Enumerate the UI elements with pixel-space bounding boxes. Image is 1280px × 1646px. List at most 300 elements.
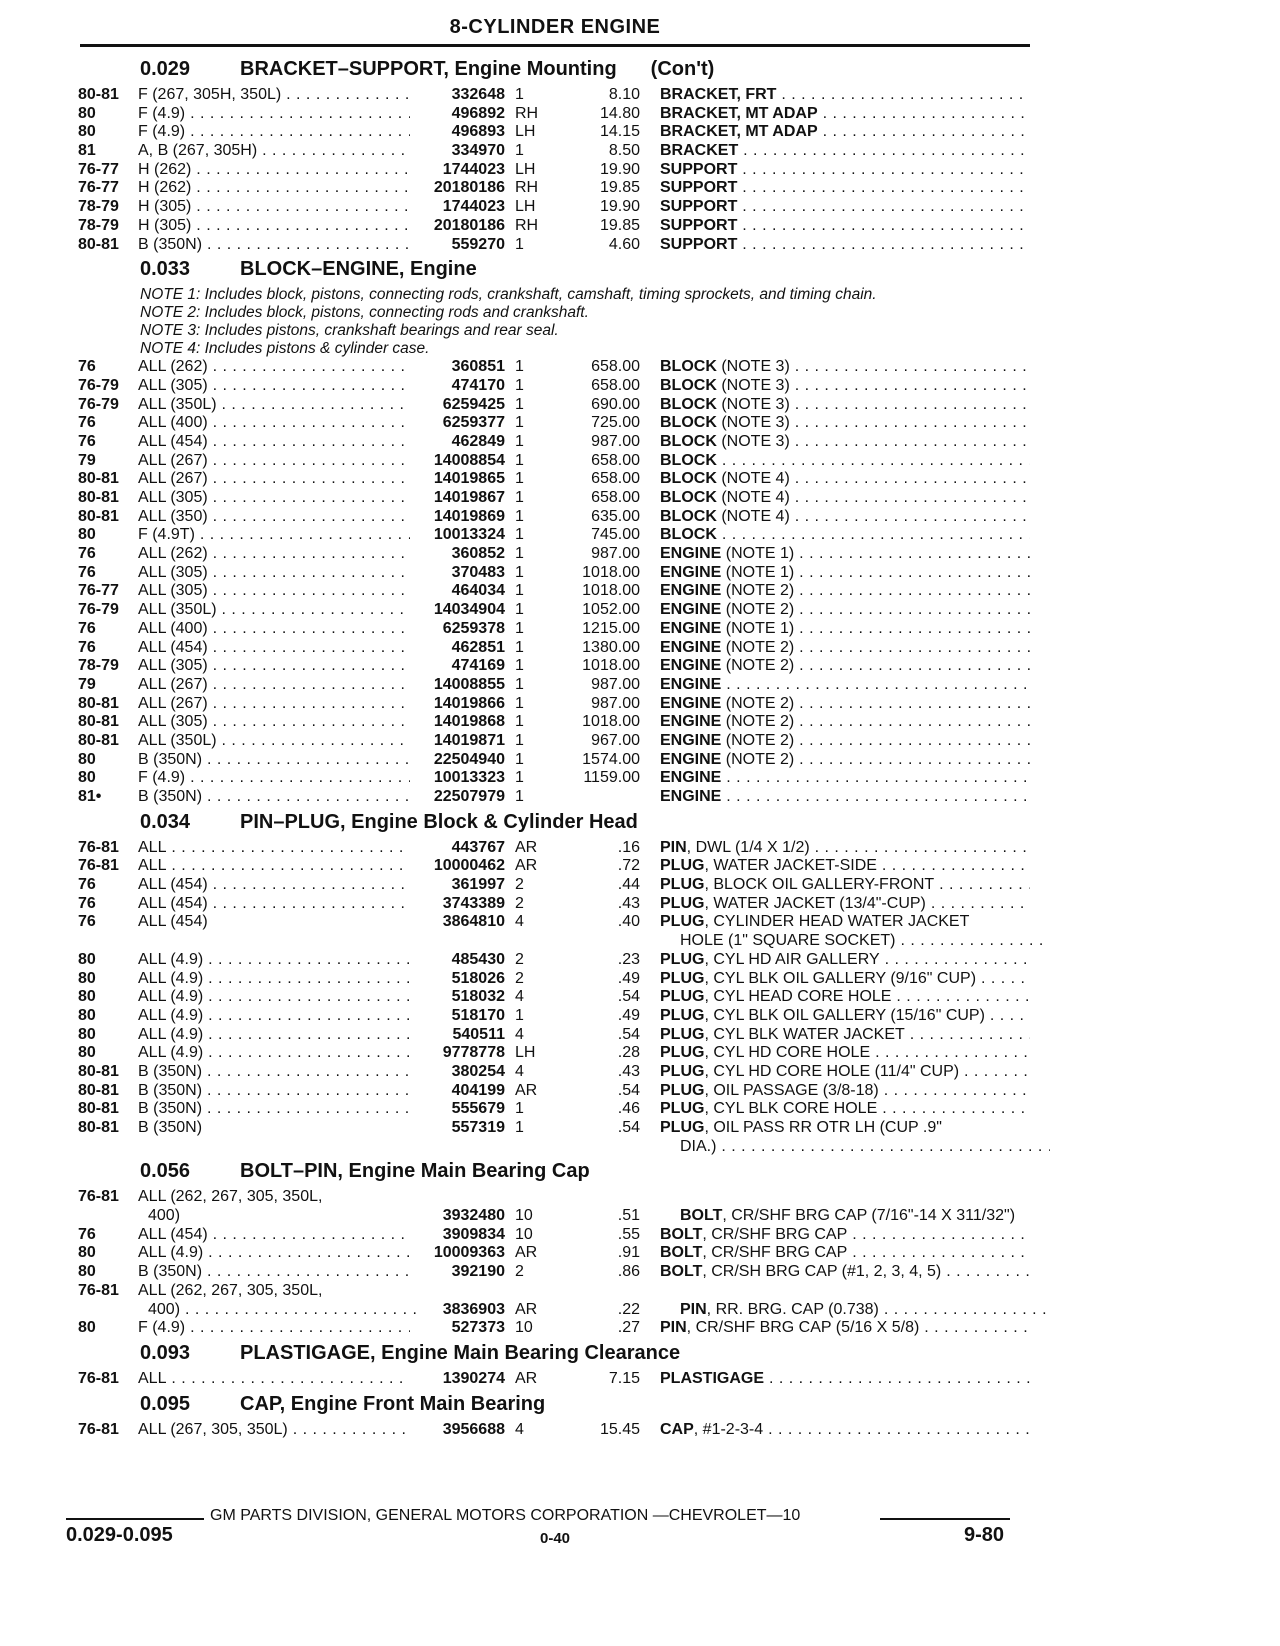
- price: .27: [617, 1319, 640, 1337]
- parts-row: [0, 1044, 1280, 1063]
- description-detail: (NOTE 2): [721, 601, 795, 619]
- quantity: 1: [515, 657, 524, 675]
- description: [660, 217, 1030, 235]
- part-number: 20180186: [433, 216, 505, 234]
- parts-row: [0, 1319, 1280, 1338]
- parts-row: [0, 179, 1280, 198]
- description: [660, 161, 1030, 179]
- section-number: 0.033: [140, 258, 191, 281]
- price: .54: [617, 1119, 640, 1136]
- note-line: NOTE 3: Includes pistons, crankshaft bearings and rear seal.: [140, 322, 559, 340]
- quantity: 4: [515, 913, 524, 931]
- model-years: 80-81: [78, 489, 119, 506]
- part-number: 22504940: [433, 750, 505, 768]
- model-years: 76: [78, 414, 96, 432]
- parts-row: [0, 86, 1280, 105]
- section-title: BRACKET–SUPPORT, Engine Mounting: [240, 58, 617, 80]
- description: [660, 123, 1030, 141]
- part-number: 462851: [451, 638, 505, 656]
- model-years: 76-81: [78, 1188, 119, 1206]
- model-years: 78-79: [78, 216, 119, 234]
- description-detail: (NOTE 2): [721, 713, 795, 731]
- application: ALL (4.9) . . .: [138, 1007, 410, 1025]
- price: .46: [617, 1100, 640, 1118]
- part-number: 332648: [451, 86, 505, 103]
- description-detail: , CR/SHF BRG CAP: [702, 1244, 848, 1262]
- application: ALL (267) . . .: [138, 695, 410, 713]
- description: [660, 377, 1030, 395]
- description: [660, 1044, 1030, 1062]
- quantity: 1: [515, 1006, 524, 1024]
- description-name: ENGINE: [660, 750, 722, 768]
- part-number: 22507979: [433, 788, 505, 805]
- model-years: 76: [78, 894, 96, 912]
- description-name: PLUG: [660, 1119, 705, 1136]
- price: 19.90: [599, 160, 640, 178]
- application: ALL (350L) . . .: [138, 601, 410, 619]
- quantity: LH: [515, 198, 536, 216]
- footer-page-number: 0-40: [540, 1530, 571, 1547]
- application: B (350N) . . .: [138, 788, 410, 806]
- price: 987.00: [591, 675, 640, 693]
- description: [660, 639, 1030, 657]
- quantity: 1: [515, 731, 524, 749]
- part-number: 20180186: [433, 179, 505, 197]
- description: [660, 1007, 1030, 1025]
- description: [660, 582, 1030, 600]
- description: [660, 951, 1030, 969]
- application: H (305) . . .: [138, 217, 410, 235]
- parts-row: [0, 508, 1280, 527]
- price: 1215.00: [582, 619, 640, 637]
- parts-row: [0, 713, 1280, 732]
- quantity: 1: [515, 451, 524, 469]
- description-detail: (NOTE 2): [721, 750, 795, 768]
- model-years: 76: [78, 913, 96, 931]
- description-name: ENGINE: [660, 769, 722, 787]
- description-detail: (NOTE 1): [721, 619, 795, 637]
- price: 1574.00: [582, 750, 640, 768]
- description-name: PLUG: [660, 894, 705, 912]
- part-number: 443767: [451, 838, 505, 856]
- description-name: SUPPORT: [660, 179, 738, 197]
- application: ALL (262) . . .: [138, 358, 410, 376]
- model-years: 76-81: [78, 1420, 119, 1438]
- description-name: PLUG: [660, 969, 705, 987]
- quantity: 1: [515, 788, 524, 805]
- description-name: BLOCK: [660, 470, 717, 488]
- application: H (305) . . .: [138, 198, 410, 216]
- description: [660, 470, 1030, 488]
- model-years: 78-79: [78, 198, 119, 216]
- parts-row: [0, 895, 1280, 914]
- description-detail: (NOTE 2): [721, 731, 795, 749]
- description-detail: (NOTE 1): [721, 545, 795, 563]
- quantity: AR: [515, 1244, 538, 1262]
- model-years: 80: [78, 988, 96, 1006]
- description-name: ENGINE: [660, 601, 722, 619]
- quantity: 1: [515, 619, 524, 637]
- price: 658.00: [591, 489, 640, 506]
- model-years: 76: [78, 358, 96, 376]
- price: .44: [617, 876, 640, 894]
- footer-group-range: 0.029-0.095: [66, 1524, 173, 1546]
- parts-row: [0, 1063, 1280, 1082]
- application: ALL (350L) . . .: [138, 732, 410, 750]
- model-years: 81: [78, 142, 96, 160]
- model-years: 76-81: [78, 1369, 119, 1387]
- description-detail: , CR/SHF BRG CAP (7/16"-14 X 311/32"): [722, 1207, 1016, 1225]
- quantity: 1: [515, 395, 524, 413]
- part-number: 464034: [451, 582, 505, 600]
- part-number: 474169: [451, 657, 505, 675]
- quantity: AR: [515, 1369, 538, 1387]
- description-name: SUPPORT: [660, 198, 738, 216]
- parts-row: [0, 1100, 1280, 1119]
- price: 19.90: [599, 198, 640, 216]
- application: ALL (4.9) . . .: [138, 988, 410, 1006]
- price: 967.00: [591, 731, 640, 749]
- model-years: 76-79: [78, 376, 119, 394]
- price: .51: [617, 1207, 640, 1225]
- description-detail: (NOTE 2): [721, 638, 795, 656]
- footer-rule-right: [880, 1518, 1010, 1520]
- parts-row: [0, 358, 1280, 377]
- model-years: 80: [78, 526, 96, 544]
- description-detail: DIA.): [680, 1137, 717, 1155]
- price: 987.00: [591, 545, 640, 563]
- description: [660, 1226, 1030, 1244]
- parts-row: [0, 1188, 1280, 1207]
- model-years: 76-77: [78, 160, 119, 178]
- model-years: 80: [78, 104, 96, 122]
- description-name: BLOCK: [660, 358, 717, 376]
- description: [660, 1026, 1030, 1044]
- description-name: SUPPORT: [660, 160, 738, 178]
- parts-row: [0, 1026, 1280, 1045]
- parts-row: [0, 1282, 1280, 1301]
- quantity: AR: [515, 1300, 538, 1318]
- price: 658.00: [591, 376, 640, 394]
- description: [660, 142, 1030, 160]
- quantity: 10: [515, 1319, 533, 1337]
- model-years: 80: [78, 1025, 96, 1043]
- price: 1018.00: [582, 713, 640, 731]
- description-name: BRACKET: [660, 142, 739, 160]
- quantity: 1: [515, 750, 524, 768]
- note-line: NOTE 1: Includes block, pistons, connecting rods, crankshaft, camshaft, timing sprockets, and timing chain.: [140, 286, 877, 304]
- model-years: 76-81: [78, 838, 119, 856]
- parts-row: [0, 142, 1280, 161]
- model-years: 76: [78, 563, 96, 581]
- price: .49: [617, 969, 640, 987]
- quantity: 1: [515, 694, 524, 712]
- quantity: 1: [515, 1119, 524, 1136]
- description-name: PLASTIGAGE: [660, 1369, 765, 1387]
- quantity: RH: [515, 179, 539, 197]
- application: ALL . . .: [138, 839, 410, 857]
- application: H (262) . . .: [138, 179, 410, 197]
- application: ALL (305) . . .: [138, 713, 410, 731]
- price: .40: [617, 913, 640, 931]
- section-number: 0.093: [140, 1341, 191, 1364]
- description-detail: (NOTE 2): [721, 694, 795, 712]
- quantity: 1: [515, 235, 524, 253]
- parts-row: [0, 545, 1280, 564]
- description-name: ENGINE: [660, 582, 722, 600]
- description: [660, 876, 1030, 894]
- quantity: 1: [515, 414, 524, 432]
- application: B (350N) . . .: [138, 1082, 410, 1100]
- description-detail: , OIL PASSAGE (3/8-18): [704, 1081, 879, 1099]
- description-name: BRACKET, FRT: [660, 86, 777, 103]
- parts-row: [0, 489, 1280, 508]
- application: ALL (350) . . .: [138, 508, 410, 526]
- parts-row: [0, 876, 1280, 895]
- parts-row: [0, 396, 1280, 415]
- part-number: 10013323: [433, 769, 505, 787]
- application: F (4.9) . . .: [138, 769, 410, 787]
- description-name: ENGINE: [660, 657, 722, 675]
- description-detail: , CYL HD AIR GALLERY: [704, 950, 880, 968]
- part-number: 392190: [451, 1263, 505, 1281]
- parts-row: [0, 788, 1280, 807]
- parts-row: [0, 751, 1280, 770]
- description: [660, 1263, 1030, 1281]
- part-number: 3743389: [442, 894, 505, 912]
- application: ALL (4.9) . . .: [138, 1026, 410, 1044]
- price: .55: [617, 1225, 640, 1243]
- price: .54: [617, 1025, 640, 1043]
- description-detail: , WATER JACKET (13/4"-CUP): [704, 894, 926, 912]
- model-years: 80: [78, 950, 96, 968]
- parts-row: [0, 1226, 1280, 1245]
- application: ALL (267) . . .: [138, 676, 410, 694]
- application: ALL (454): [138, 913, 208, 931]
- price: 15.45: [599, 1420, 640, 1438]
- model-years: 80: [78, 969, 96, 987]
- quantity: LH: [515, 160, 536, 178]
- description: [660, 657, 1030, 675]
- price: 725.00: [591, 414, 640, 432]
- model-years: 76: [78, 638, 96, 656]
- part-number: 334970: [451, 142, 505, 160]
- description-detail: , CYL BLK OIL GALLERY (9/16" CUP): [704, 969, 977, 987]
- parts-row: [0, 564, 1280, 583]
- application: ALL (305) . . .: [138, 582, 410, 600]
- quantity: RH: [515, 216, 539, 234]
- part-number: 518170: [451, 1006, 505, 1024]
- parts-row: [0, 1301, 1280, 1320]
- application: F (4.9) . . .: [138, 105, 410, 123]
- application: B (350N) . . .: [138, 236, 410, 254]
- section-title: PLASTIGAGE, Engine Main Bearing Clearance: [240, 1341, 681, 1364]
- application: ALL (400) . . .: [138, 620, 410, 638]
- parts-row: [0, 913, 1280, 932]
- description-detail: , CR/SHF BRG CAP: [702, 1225, 848, 1243]
- part-number: 527373: [451, 1319, 505, 1337]
- description-name: PLUG: [660, 913, 705, 931]
- model-years: 76: [78, 876, 96, 894]
- model-years: 80-81: [78, 731, 119, 749]
- price: .23: [617, 950, 640, 968]
- model-years: 78-79: [78, 657, 119, 675]
- model-years: 80-81: [78, 1081, 119, 1099]
- quantity: 10: [515, 1207, 533, 1225]
- model-years: 76: [78, 545, 96, 563]
- description-name: ENGINE: [660, 713, 722, 731]
- application: 400): [148, 1207, 181, 1225]
- parts-row: [0, 1244, 1280, 1263]
- description-name: BLOCK: [660, 507, 717, 525]
- price: 4.60: [608, 235, 640, 253]
- section-header: [0, 807, 1280, 839]
- model-years: 76: [78, 619, 96, 637]
- description-name: PLUG: [660, 1100, 705, 1118]
- part-number: 14008854: [433, 451, 505, 469]
- description-detail: , OIL PASS RR OTR LH (CUP .9": [704, 1119, 942, 1136]
- application: ALL (305) . . .: [138, 564, 410, 582]
- section-header: [0, 1338, 1280, 1370]
- description: [660, 713, 1030, 731]
- quantity: AR: [515, 838, 538, 856]
- description-detail: (NOTE 4): [716, 489, 790, 506]
- quantity: 2: [515, 894, 524, 912]
- price: 19.85: [599, 216, 640, 234]
- part-number: 559270: [451, 235, 505, 253]
- model-years: 80: [78, 769, 96, 787]
- quantity: 4: [515, 1062, 524, 1080]
- quantity: RH: [515, 104, 539, 122]
- description: [660, 1370, 1030, 1388]
- application: ALL (454) . . .: [138, 639, 410, 657]
- quantity: LH: [515, 123, 536, 141]
- description-name: PLUG: [660, 950, 705, 968]
- section-header: [0, 254, 1280, 286]
- parts-row: [0, 1421, 1280, 1440]
- description-detail: , CYL BLK OIL GALLERY (15/16" CUP): [704, 1006, 985, 1024]
- description: [660, 769, 1030, 787]
- model-years: 76-77: [78, 582, 119, 600]
- description-name: BLOCK: [660, 414, 717, 432]
- quantity: 1: [515, 769, 524, 787]
- description: [680, 932, 1050, 950]
- parts-row: [0, 1119, 1280, 1138]
- application: ALL (400) . . .: [138, 414, 410, 432]
- quantity: 2: [515, 1263, 524, 1281]
- application: ALL (305) . . .: [138, 377, 410, 395]
- description: [660, 526, 1030, 544]
- description-detail: (NOTE 4): [716, 507, 790, 525]
- description: [660, 414, 1030, 432]
- part-number: 360852: [451, 545, 505, 563]
- description: [660, 1319, 1030, 1337]
- price: 14.15: [599, 123, 640, 141]
- description-detail: , CR/SH BRG CAP (#1, 2, 3, 4, 5): [702, 1263, 942, 1281]
- application: B (350N) . . .: [138, 1063, 410, 1081]
- parts-row: [0, 657, 1280, 676]
- description: [660, 489, 1030, 507]
- application: ALL . . .: [138, 857, 410, 875]
- part-number: 14008855: [433, 675, 505, 693]
- section-title: CAP, Engine Front Main Bearing: [240, 1392, 546, 1415]
- part-number: 6259378: [442, 619, 505, 637]
- description: [680, 1138, 1050, 1156]
- model-years: 80: [78, 1263, 96, 1281]
- description-name: ENGINE: [660, 788, 722, 805]
- description: [660, 839, 1030, 857]
- quantity: 1: [515, 142, 524, 160]
- parts-row: [0, 601, 1280, 620]
- application: ALL (262) . . .: [138, 545, 410, 563]
- part-number: 10000462: [433, 857, 505, 875]
- parts-row: [0, 620, 1280, 639]
- description: [660, 433, 1030, 451]
- description-name: SUPPORT: [660, 216, 738, 234]
- parts-row: [0, 951, 1280, 970]
- application: ALL . . .: [138, 1370, 410, 1388]
- description-detail: (NOTE 3): [716, 395, 790, 413]
- description-detail: (NOTE 2): [721, 657, 795, 675]
- part-number: 10009363: [433, 1244, 505, 1262]
- description: [660, 970, 1030, 988]
- part-number: 3932480: [442, 1207, 505, 1225]
- parts-row: [0, 1370, 1280, 1389]
- description: [660, 751, 1030, 769]
- application: ALL (267, 305, 350L) . . .: [138, 1421, 410, 1439]
- quantity: AR: [515, 1081, 538, 1099]
- description: [660, 676, 1030, 694]
- price: .86: [617, 1263, 640, 1281]
- parts-row: [0, 582, 1280, 601]
- price: 987.00: [591, 432, 640, 450]
- part-number: 380254: [451, 1062, 505, 1080]
- application: F (4.9) . . .: [138, 123, 410, 141]
- model-years: 76-79: [78, 395, 119, 413]
- description-name: PLUG: [660, 1006, 705, 1024]
- description-name: PLUG: [660, 857, 705, 875]
- parts-row: [0, 236, 1280, 255]
- price: .28: [617, 1044, 640, 1062]
- section-notes: [0, 286, 1280, 358]
- description-detail: , WATER JACKET-SIDE: [704, 857, 877, 875]
- application: ALL (4.9) . . .: [138, 1044, 410, 1062]
- section-header: [0, 1389, 1280, 1421]
- description: [660, 1119, 1030, 1137]
- model-years: 80-81: [78, 1100, 119, 1118]
- part-number: 360851: [451, 358, 505, 376]
- price: 1018.00: [582, 657, 640, 675]
- application: B (350N) . . .: [138, 751, 410, 769]
- quantity: 4: [515, 988, 524, 1006]
- price: 658.00: [591, 451, 640, 469]
- header-rule: [80, 44, 1030, 47]
- application: F (267, 305H, 350L) . . .: [138, 86, 410, 104]
- application: ALL (267) . . .: [138, 470, 410, 488]
- quantity: 1: [515, 507, 524, 525]
- part-number: 1744023: [442, 160, 505, 178]
- description-detail: (NOTE 3): [716, 414, 790, 432]
- description-detail: (NOTE 3): [716, 376, 790, 394]
- description-detail: , CYLINDER HEAD WATER JACKET: [704, 913, 970, 931]
- price: .91: [617, 1244, 640, 1262]
- model-years: 80-81: [78, 1062, 119, 1080]
- model-years: 80: [78, 1244, 96, 1262]
- parts-row: [0, 769, 1280, 788]
- section-header: [0, 54, 1280, 86]
- parts-row: [0, 1263, 1280, 1282]
- description-detail: (NOTE 2): [721, 582, 795, 600]
